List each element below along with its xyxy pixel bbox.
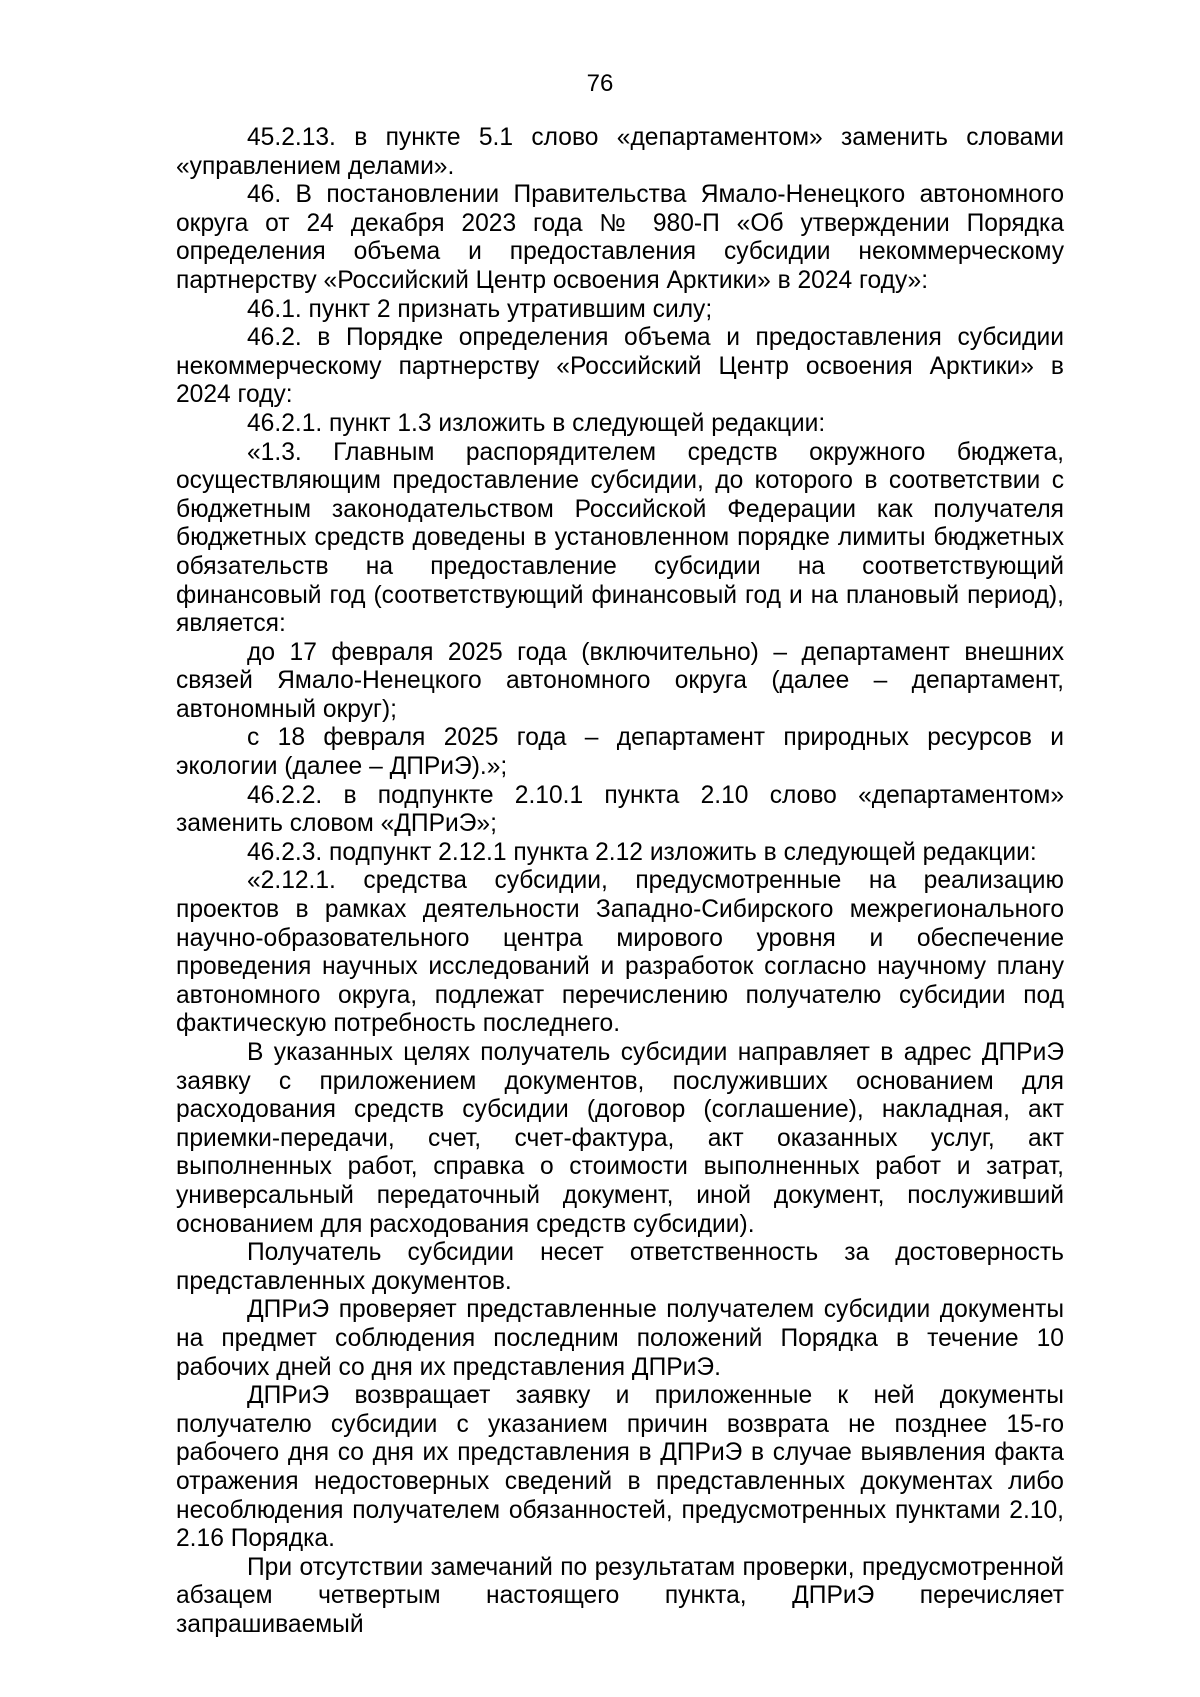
paragraph-responsibility: Получатель субсидии несет ответственность за достоверность представленных документов. [176,1239,1064,1295]
paragraph-46-2-3: 46.2.3. подпункт 2.12.1 пункта 2.12 изложить в следующей редакции: [247,838,1037,866]
paragraph-2-12-1-quote: «2.12.1. средства субсидии, предусмотренные на реализацию проектов в рамках деятельности Западно-Сибирского межрегионального научно-образовательного центра мирового уровня и обеспечение проведения научных исследований и разработок согласно научному плану автономного округа, подлежат перечислению получателю субсидии под фактическую потребность последнего. [176,867,1064,1038]
paragraph-transfer: При отсутствии замечаний по результатам проверки, предусмотренной абзацем четвертым настоящего пункта, ДПРиЭ перечисляет запрашиваемый [176,1553,1064,1638]
paragraph-46-1: 46.1. пункт 2 признать утратившим силу; [247,295,713,323]
paragraph-46-2-2: 46.2.2. в подпункте 2.10.1 пункта 2.10 слово «департаментом» заменить словом «ДПРиЭ»; [176,781,1064,838]
paragraph-verification: ДПРиЭ проверяет представленные получателем субсидии документы на предмет соблюдения последним положений Порядка в течение 10 рабочих дней со дня их представления ДПРиЭ. [176,1296,1064,1381]
paragraph-46: 46. В постановлении Правительства Ямало-Ненецкого автономного округа от 24 декабря 2023 года № 980-П «Об утверждении Порядка определения объема и предоставления субсидии некоммерческому партнерству «Российский Центр освоения Арктики» в 2024 году»: [176,181,1064,294]
paragraph-until-feb-17: до 17 февраля 2025 года (включительно) – департамент внешних связей Ямало-Ненецкого автономного округа (далее – департамент, автономный округ); [176,638,1064,723]
document-body [176,124,1064,1639]
paragraph-return: ДПРиЭ возвращает заявку и приложенные к ней документы получателю субсидии с указанием причин возврата не позднее 15-го рабочего дня со дня их представления в ДПРиЭ в случае выявления факта отражения недостоверных сведений в представленных документах либо несоблюдения получателем обязанностей, предусмотренных пунктами 2.10, 2.16 Порядка. [176,1382,1064,1553]
paragraph-1-3-quote: «1.3. Главным распорядителем средств окружного бюджета, осуществляющим предоставление субсидии, до которого в соответствии с бюджетным законодательством Российской Федерации как получателя бюджетных средств доведены в установленном порядке лимиты бюджетных обязательств на предоставление субсидии на соответствующий финансовый год (соответствующий финансовый год и на плановый период), является: [176,438,1064,638]
paragraph-from-feb-18: с 18 февраля 2025 года – департамент природных ресурсов и экологии (далее – ДПРиЭ).»; [176,724,1064,781]
page-number: 76 [586,70,614,97]
paragraph-46-2-1: 46.2.1. пункт 1.3 изложить в следующей редакции: [247,409,826,437]
paragraph-45-2-13: 45.2.13. в пункте 5.1 слово «департаментом» заменить словами «управлением делами». [176,124,1064,180]
paragraph-46-2: 46.2. в Порядке определения объема и предоставления субсидии некоммерческому партнерству «Российский Центр освоения Арктики» в 2024 году: [176,324,1064,409]
paragraph-application: В указанных целях получатель субсидии направляет в адрес ДПРиЭ заявку с приложением документов, послуживших основанием для расходования средств субсидии (договор (соглашение), накладная, акт приемки-передачи, счет, счет-фактура, акт оказанных услуг, акт выполненных работ, справка о стоимости выполненных работ и затрат, универсальный передаточный документ, иной документ, послуживший основанием для расходования средств субсидии). [176,1039,1064,1238]
